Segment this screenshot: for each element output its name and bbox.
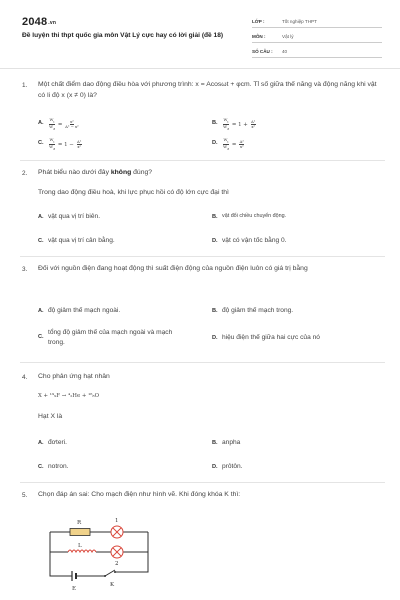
option-letter: A.: [38, 439, 44, 446]
question-text-part: Phát biểu nào dưới đây: [38, 169, 111, 176]
option-letter: C.: [38, 237, 44, 244]
question-separator: [20, 256, 385, 257]
question-separator: [20, 160, 385, 161]
label-e: E: [72, 586, 77, 592]
option-text: độ giảm thế mạch ngoài.: [48, 307, 121, 314]
option-formula: $\frac{W_t}{W_đ}$ = 1 + $\frac{\text{A²}}{\text{x²}}$: [223, 117, 256, 131]
question-text: Một chất điểm dao động điều hòa với phương trình: x = Acosωt + φcm. Tỉ số giữa thế năng và động năng khi vật có li độ x (x ≠ 0) là?: [38, 81, 377, 99]
logo-suffix: .vn: [48, 20, 57, 26]
question-text: Đối với nguồn điện đang hoạt động thì suất điện động của nguồn điện luôn có giá trị bằng: [38, 265, 308, 272]
option-letter: D.: [212, 237, 218, 244]
option-formula: $\frac{W_t}{W_đ}$ = $\frac{\text{x²}}{\text{A² − x²}}$: [49, 117, 79, 131]
meta-key: SỐ CÂU :: [252, 49, 273, 54]
resistor-r: [70, 529, 90, 536]
question-number: 5.: [22, 492, 28, 499]
circuit-diagram: [40, 510, 160, 598]
option-letter: C.: [38, 333, 44, 340]
label-k: K: [110, 582, 115, 588]
option-letter: A.: [38, 307, 44, 314]
lamp-2: [111, 546, 123, 558]
question-text-part: đúng?: [131, 169, 153, 176]
question-separator: [20, 482, 385, 483]
option-c[interactable]: [38, 236, 115, 246]
exam-meta: [252, 16, 382, 61]
option-c[interactable]: [38, 328, 208, 347]
question-text-secondary: Trong dao động điều hoà, khi lực phục hồi có độ lớn cực đại thì: [38, 189, 229, 196]
option-text: vật qua vị trí biên.: [48, 213, 101, 220]
option-b[interactable]: [212, 118, 257, 131]
option-letter: A.: [38, 213, 44, 220]
question-text: Cho phản ứng hạt nhân: [38, 373, 110, 380]
option-letter: C.: [38, 139, 44, 146]
option-a[interactable]: [38, 212, 100, 222]
question-number: 2.: [22, 170, 28, 177]
exam-title: Đề luyện thi thpt quốc gia môn Vật Lý cực hay có lời giải (đề 18): [22, 32, 224, 39]
option-letter: C.: [38, 463, 44, 470]
nuclear-reaction-equation: X + ¹⁹₉F → ⁴₂He + ¹⁶₈O: [38, 393, 100, 399]
option-d[interactable]: [212, 462, 243, 472]
option-d[interactable]: [212, 236, 287, 246]
option-text: đơteri.: [48, 439, 67, 446]
option-letter: B.: [212, 439, 218, 446]
meta-row-class: [252, 16, 382, 28]
option-text: hiệu điện thế giữa hai cực của nó: [222, 334, 320, 341]
meta-row-subject: [252, 31, 382, 43]
option-letter: D.: [212, 334, 218, 341]
option-text: anpha: [222, 439, 241, 446]
option-a[interactable]: [38, 438, 67, 448]
option-a[interactable]: [38, 118, 80, 131]
meta-value: Vật lý: [282, 34, 294, 39]
question-text-emphasis: không: [110, 169, 132, 176]
option-c[interactable]: [38, 138, 83, 151]
option-c[interactable]: [38, 462, 69, 472]
meta-key: MÔN :: [252, 34, 266, 39]
option-letter: D.: [212, 463, 218, 470]
option-letter: B.: [212, 119, 218, 126]
page-header: [0, 0, 400, 62]
option-text: tổng độ giảm thế của mạch ngoài và mạch trong.: [48, 329, 173, 346]
logo-text: 2048: [22, 16, 48, 28]
option-text: vật có vận tốc bằng 0.: [222, 237, 287, 244]
question-text: [38, 168, 383, 179]
header-divider: [0, 68, 400, 69]
option-a[interactable]: [38, 306, 120, 316]
option-text: prôtôn.: [222, 463, 243, 470]
option-d[interactable]: [212, 333, 320, 343]
meta-value: 40: [282, 49, 288, 54]
inductor-l: [68, 550, 96, 552]
option-formula: $\frac{W_t}{W_đ}$ = $\frac{\text{A²}}{\text{x²}}$: [223, 137, 244, 151]
question-text: Chọn đáp án sai: Cho mạch điện như hình vẽ. Khi đóng khóa K thì:: [38, 491, 241, 498]
option-letter: B.: [212, 307, 218, 314]
option-d[interactable]: [212, 138, 245, 151]
option-text: vật đổi chiều chuyển động.: [222, 213, 287, 219]
lamp-1: [111, 526, 123, 538]
meta-key: LỚP :: [252, 19, 265, 24]
question-separator: [20, 362, 385, 363]
question-number: 4.: [22, 374, 28, 381]
option-text: độ giảm thế mạch trong.: [222, 307, 294, 314]
option-text: vật qua vị trí cân bằng.: [48, 237, 115, 244]
question-text-secondary: Hạt X là: [38, 413, 63, 420]
site-logo[interactable]: [22, 16, 56, 28]
question-number: 3.: [22, 266, 28, 273]
label-r: R: [77, 520, 82, 526]
label-lamp-1: 1: [115, 518, 119, 524]
option-text: notron.: [48, 463, 69, 470]
option-letter: D.: [212, 139, 218, 146]
option-b[interactable]: [212, 306, 293, 316]
label-l: L: [78, 543, 82, 549]
option-b[interactable]: [212, 438, 240, 448]
option-formula: $\frac{W_t}{W_đ}$ = 1 − $\frac{\text{A²}}{\text{x²}}$: [49, 137, 82, 151]
question-number: 1.: [22, 82, 28, 89]
label-lamp-2: 2: [115, 561, 119, 567]
option-letter: B.: [212, 213, 218, 220]
option-b[interactable]: [212, 212, 286, 222]
option-letter: A.: [38, 119, 44, 126]
meta-value: Tốt nghiệp THPT: [282, 19, 317, 24]
meta-row-count: [252, 46, 382, 58]
